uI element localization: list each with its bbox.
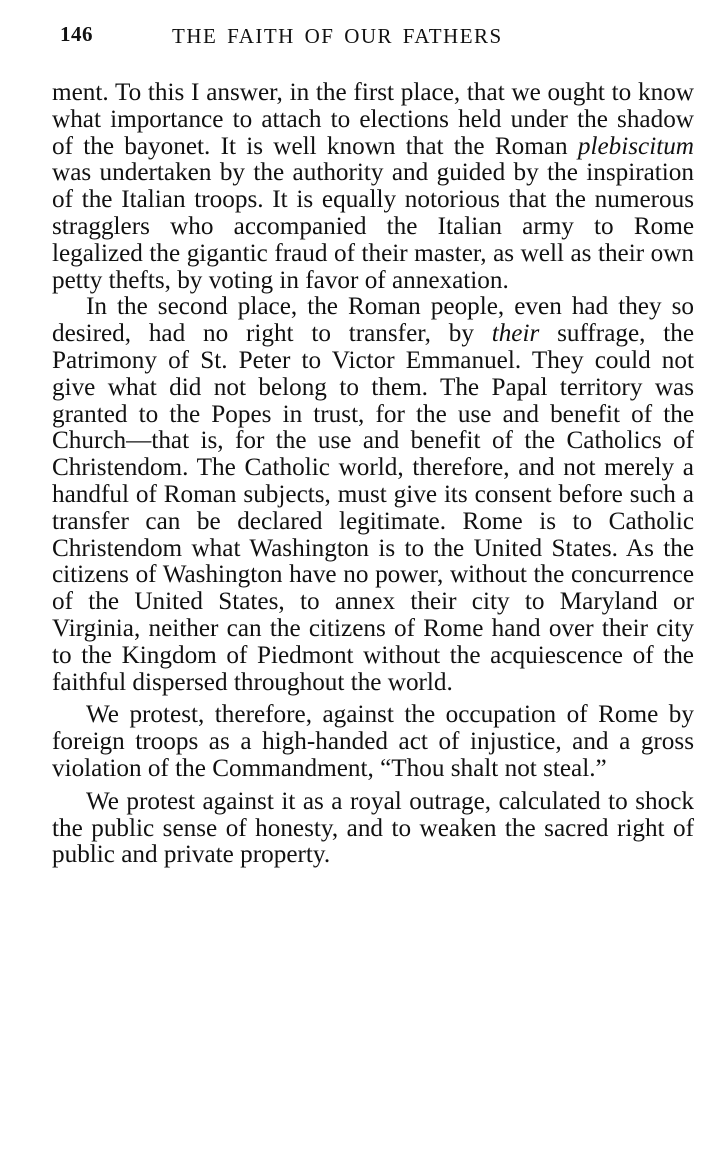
paragraph-2-text-a: In the second place, the Roman people, even had they so desired, had no right to transfer, by <box>52 293 694 348</box>
paragraph-1-text-b: was undertaken by the authority and guided by the inspiration of the Italian troops. It is equally notorious that the numerous stragglers who accompanied the Italian army to Rome legalized the gigantic fraud of their master, as well as their own petty thefts, by voting in favor of annexation. <box>52 159 694 294</box>
paragraph-2 <box>52 294 694 696</box>
paragraph-3: We protest, therefore, against the occupation of Rome by foreign troops as a high-handed act of injustice, and a gross violation of the Commandment, “Thou shalt not steal.” <box>52 701 694 782</box>
body-text <box>52 80 694 869</box>
paragraph-2-text-b: suffrage, the Patrimony of St. Peter to Victor Emmanuel. They could not give what did not belong to them. The Papal territory was granted to the Popes in trust, for the use and benefit of the Church—that is, for the use and benefit of the Catholics of Christendom. The Catholic world, therefore, and not merely a handful of Roman subjects, must give its consent before such a transfer can be declared legitimate. Rome is to Catholic Christendom what Washington is to the United States. As the citizens of Washington have no power, without the concurrence of the United States, to annex their city to Maryland or Virginia, neither can the citizens of Rome hand over their city to the Kingdom of Piedmont without the acquiescence of the faithful dispersed throughout the world. <box>52 320 695 696</box>
paragraph-4: We protest against it as a royal outrage, calculated to shock the public sense of honesty, and to weaken the sacred right of public and private property. <box>52 787 694 869</box>
page-number: 146 <box>60 22 93 46</box>
running-title: THE FAITH OF OUR FATHERS <box>172 24 503 48</box>
italic-word-their: their <box>491 320 540 348</box>
italic-word-plebiscitum: plebiscitum <box>577 132 694 160</box>
paragraph-1-text-a: ment. To this I answer, in the first place, that we ought to know what importance to attach to elections held under the shadow of the bayonet. It is well known that the Roman <box>52 79 694 160</box>
page-header <box>60 22 700 56</box>
paragraph-1 <box>52 80 694 294</box>
